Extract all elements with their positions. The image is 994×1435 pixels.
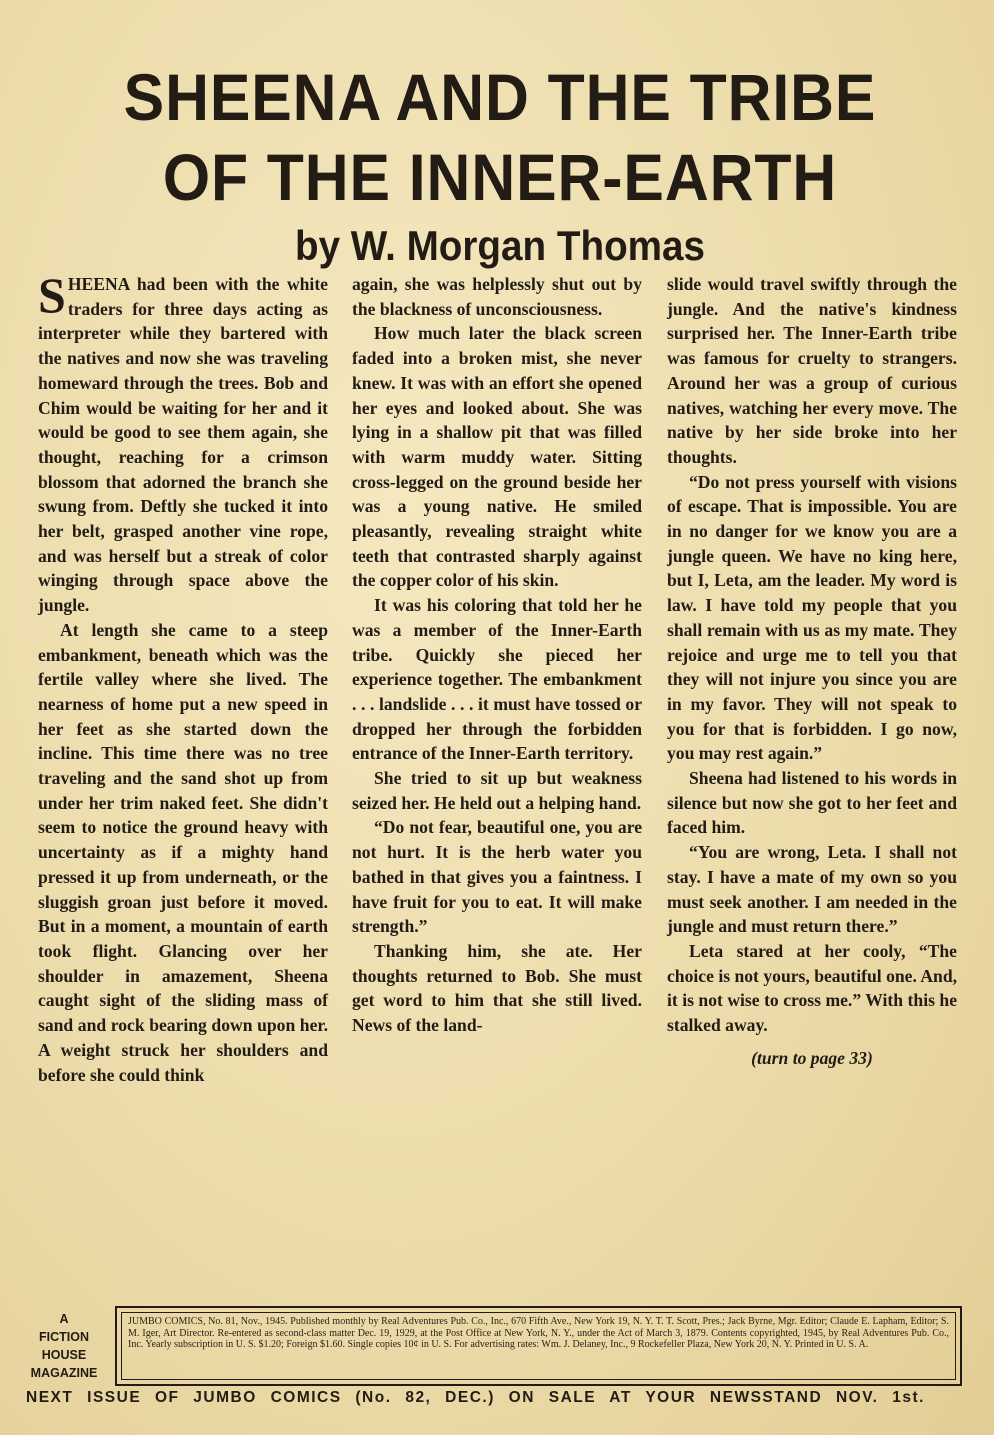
story-title-line-1: SHEENA AND THE TRIBE [123,60,877,134]
paragraph [38,267,328,618]
imprint-box [115,1306,962,1386]
byline: by W. Morgan Thomas [294,222,706,269]
publisher-line: MAGAZINE [30,1366,98,1380]
paragraph: “Do not fear, beautiful one, you are not hurt. It is the herb water you bathed in that gives you a faintness. I have fruit for you to eat. It will make strength.” [352,817,642,937]
paragraph: It was his coloring that told her he was a member of the Inner-Earth tribe. Quickly she pieced her experience together. The embankment . . . landslide . . . it must have tossed or dropped her through the forbidden entrance of the Inner-Earth territory. [352,595,642,764]
publisher-logo-text [20,1310,108,1382]
publisher-line: FICTION [39,1330,89,1344]
paragraph-text: HEENA had been with the white traders for three days acting as interpreter while they bartered with the natives and now she was traveling homeward through the trees. Bob and Chim would be waiting for her and it would be good to see them again, she thought, reaching for a crimson blossom that adorned the branch she swung from. Deftly she tucked it into her belt, grasped another vine rope, and was herself but a streak of color winging through space above the jungle. [38,274,328,616]
paragraph: Thanking him, she ate. Her thoughts returned to Bob. She must get word to him that she still lived. News of the land- [352,940,642,1036]
paragraph: How much later the black screen faded into a broken mist, she never knew. It was with an effort she opened her eyes and looked about. She was lying in a shallow pit that was filled with warm muddy water. Sitting cross-legged on the ground beside her was a young native. He smiled pleasantly, revealing straight white teeth that contrasted sharply against the copper color of his skin. [352,323,642,591]
paragraph: “You are wrong, Leta. I shall not stay. I have a mate of my own so you must seek another. I am needed in the jungle and must return there.” [667,842,957,937]
story-column-2 [352,272,642,1038]
next-issue-banner: NEXT ISSUE OF JUMBO COMICS (No. 82, DEC.) ON SALE AT YOUR NEWSSTAND NOV. 1st. [26,1389,925,1406]
paragraph: Sheena had listened to his words in silence but now she got to her feet and faced him. [667,768,957,838]
story-title-line-2: OF THE INNER-EARTH [162,140,838,214]
paragraph: “Do not press yourself with visions of escape. That is impossible. You are in no danger for we know you are a jungle queen. We have no king here, but I, Leta, am the leader. My word is law. I have told my people that you shall remain with us as my mate. They rejoice and urge me to tell you that they will not injure you since you are in my favor. They will not speak to you for that is forbidden. I go now, you may rest again.” [667,471,957,764]
paragraph: Leta stared at her cooly, “The choice is not yours, beautiful one. And, it is not wise to cross me.” With this he stalked away. [667,940,957,1036]
paragraph: She tried to sit up but weakness seized her. He held out a helping hand. [352,768,642,813]
publisher-line: A [59,1312,69,1326]
continued-note: (turn to page 33) [751,1047,873,1068]
paragraph: again, she was helplessly shut out by the blackness of unconsciousness. [352,274,642,319]
story-column-3 [667,272,957,1071]
drop-cap: S [38,267,66,323]
paragraph: At length she came to a steep embankment, beneath which was the fertile valley where she lived. The nearness of home put a new speed in her feet as she started down the incline. This time there was no tree traveling and the sand shot up from under her trim naked feet. She didn't seem to notice the ground heavy with uncertainty as if a mighty hand pressed it up from underneath, or the sluggish groan just before it moved. But in a moment, a mountain of earth took flight. Glancing over her shoulder in amazement, Sheena caught sight of the sliding mass of sand and rock bearing down upon her. A weight struck her shoulders and before she could think [38,619,328,1085]
story-column-1 [38,267,328,1087]
imprint-text: JUMBO COMICS, No. 81, Nov., 1945. Published monthly by Real Adventures Pub. Co., Inc., 670 Fifth Ave., New York 19, N. Y. T. T. Scott, Pres.; Jack Byrne, Mgr. Editor; Claude E. Lapham, Editor; S. M. Iger, Art Director. Re-entered as second-class matter Dec. 19, 1929, at the Post Office at New York, N. Y., under the Act of March 3, 1879. Contents copyrighted, 1945, by Real Adventures Pub. Co., Inc. Yearly subscription in U. S. $1.20; Foreign $1.60. Single copies 10¢ in U. S. For advertising rates: Wm. J. Delaney, Inc., 9 Rockefeller Plaza, New York 20, N. Y. Printed in U. S. A. [121,1312,956,1380]
publisher-line: HOUSE [41,1348,87,1362]
paragraph: slide would travel swiftly through the jungle. And the native's kindness surprised her. The Inner-Earth tribe was famous for cruelty to strangers. Around her was a group of curious natives, watching her every move. The native by her side broke into her thoughts. [667,274,957,467]
